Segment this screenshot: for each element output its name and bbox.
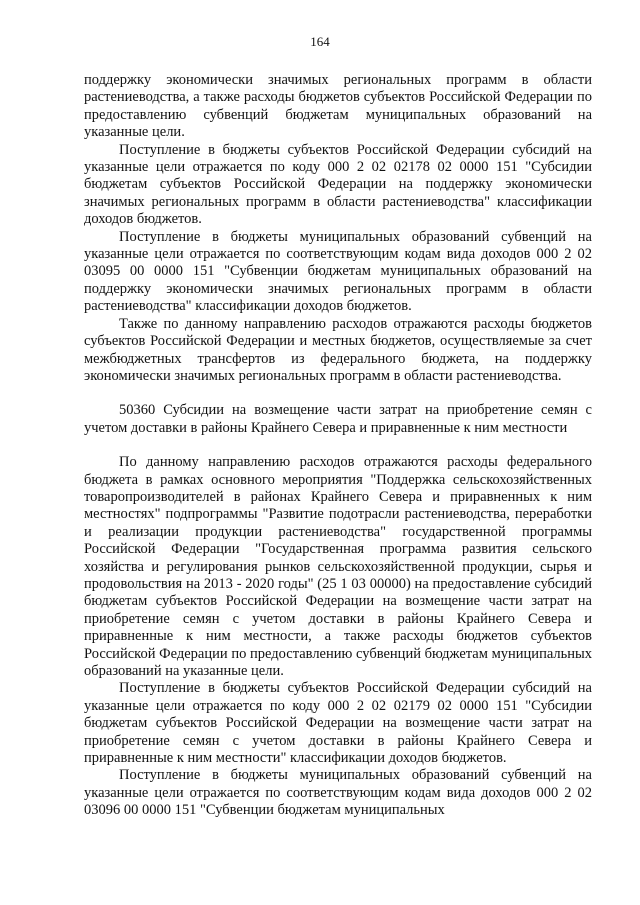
paragraph: Поступление в бюджеты субъектов Российской Федерации субсидий на указанные цели отражается по коду 000 2 02 02178 02 0000 151 "Субсидии бюджетам субъектов Российской Федерации на поддержку экономически значимых региональных программ в области растениеводства" классификации доходов бюджетов.: [84, 141, 592, 228]
section-heading: 50360 Субсидии на возмещение части затрат на приобретение семян с учетом доставки в районы Крайнего Севера и приравненные к ним местности: [84, 402, 592, 436]
paragraph-continuation: поддержку экономически значимых региональных программ в области растениеводства, а также расходы бюджетов субъектов Российской Федерации по предоставлению субвенций бюджетам муниципальных образований на указанные цели.: [84, 72, 592, 141]
paragraph: По данному направлению расходов отражаются расходы федерального бюджета в рамках основного мероприятия "Поддержка сельскохозяйственных товаропроизводителей в районах Крайнего Севера и приравненных к ним местностях" подпрограммы "Развитие подотрасли растениеводства, переработки и реализации продукции растениеводства" государственной программы Российской Федерации "Государственная программа развития сельского хозяйства и регулирования рынков сельскохозяйственной продукции, сырья и продовольствия на 2013 - 2020 годы" (25 1 03 00000) на предоставление субсидий бюджетам субъектов Российской Федерации на возмещение части затрат на приобретение семян с учетом доставки в районы Крайнего Севера и приравненные к ним местности, а также расходы бюджетов субъектов Российской Федерации по предоставлению субвенций бюджетам муниципальных образований на указанные цели.: [84, 454, 592, 679]
paragraph: Поступление в бюджеты субъектов Российской Федерации субсидий на указанные цели отражается по коду 000 2 02 02179 02 0000 151 "Субсидии бюджетам субъектов Российской Федерации на возмещение части затрат на приобретение семян с учетом доставки в районы Крайнего Севера и приравненные к ним местности" классификации доходов бюджетов.: [84, 680, 592, 767]
page-number: 164: [310, 34, 330, 49]
document-body: [84, 72, 592, 820]
paragraph: Поступление в бюджеты муниципальных образований субвенций на указанные цели отражается по соответствующим кодам вида доходов 000 2 02 03095 00 0000 151 "Субвенции бюджетам муниципальных образований на поддержку экономически значимых региональных программ в области растениеводства" классификации доходов бюджетов.: [84, 228, 592, 315]
paragraph: Поступление в бюджеты муниципальных образований субвенций на указанные цели отражается по соответствующим кодам вида доходов 000 2 02 03096 00 0000 151 "Субвенции бюджетам муниципальных: [84, 767, 592, 819]
paragraph: Также по данному направлению расходов отражаются расходы бюджетов субъектов Российской Федерации и местных бюджетов, осуществляемые за счет межбюджетных трансфертов из федерального бюджета, на поддержку экономически значимых региональных программ в области растениеводства.: [84, 315, 592, 384]
